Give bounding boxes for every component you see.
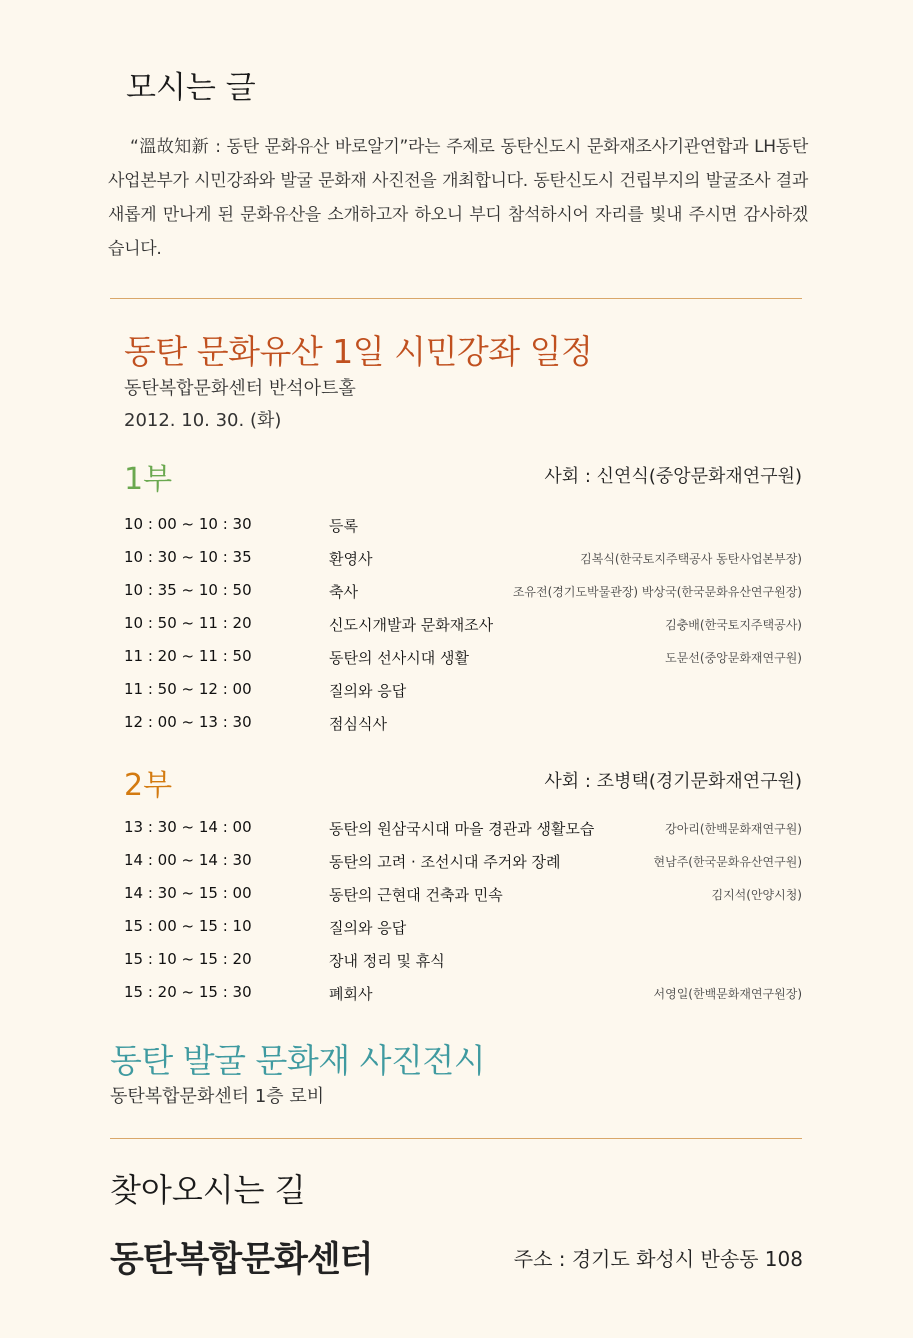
time-slot: 12 : 00 ~ 13 : 30 [124,713,252,731]
time-slot: 14 : 30 ~ 15 : 00 [124,884,252,902]
schedule-row [124,647,802,680]
part1-host: 사회 : 신연식(중앙문화재연구원) [544,466,802,487]
time-slot: 11 : 20 ~ 11 : 50 [124,647,252,665]
speaker-name: 현남주(한국문화유산연구원) [653,855,802,869]
schedule-row [124,884,802,917]
program-name: 동탄의 고려 · 조선시대 주거와 장례 [329,853,561,871]
program-name: 질의와 응답 [329,682,407,700]
time-slot: 10 : 00 ~ 10 : 30 [124,515,252,533]
lecture-venue: 동탄복합문화센터 반석아트홀 [124,378,356,399]
directions-title: 찾아오시는 길 [110,1171,306,1209]
venue-address: 주소 : 경기도 화성시 반송동 108 [513,1247,803,1271]
schedule-row [124,983,802,1016]
exhibit-title: 동탄 발굴 문화재 사진전시 [110,1041,486,1080]
time-slot: 15 : 00 ~ 15 : 10 [124,917,252,935]
schedule-row [124,851,802,884]
schedule-row [124,713,802,746]
speaker-name: 도문선(중앙문화재연구원) [665,651,802,665]
schedule-row [124,515,802,548]
schedule-row [124,680,802,713]
program-name: 동탄의 근현대 건축과 민속 [329,886,503,904]
time-slot: 14 : 00 ~ 14 : 30 [124,851,252,869]
time-slot: 10 : 50 ~ 11 : 20 [124,614,252,632]
venue-name: 동탄복합문화센터 [110,1240,373,1280]
schedule-row [124,548,802,581]
time-slot: 10 : 35 ~ 10 : 50 [124,581,252,599]
schedule-row [124,581,802,614]
program-name: 장내 정리 및 휴식 [329,952,445,970]
speaker-name: 조유전(경기도박물관장) 박상국(한국문화유산연구원장) [512,585,802,599]
program-name: 폐회사 [329,985,373,1003]
time-slot: 11 : 50 ~ 12 : 00 [124,680,252,698]
time-slot: 10 : 30 ~ 10 : 35 [124,548,252,566]
lecture-title: 동탄 문화유산 1일 시민강좌 일정 [124,332,593,371]
schedule-row [124,917,802,950]
program-name: 축사 [329,583,358,601]
exhibit-venue: 동탄복합문화센터 1층 로비 [110,1086,325,1107]
lecture-date: 2012. 10. 30. (화) [124,410,282,431]
time-slot: 13 : 30 ~ 14 : 00 [124,818,252,836]
program-name: 동탄의 선사시대 생활 [329,649,469,667]
program-name: 동탄의 원삼국시대 마을 경관과 생활모습 [329,820,595,838]
program-name: 점심식사 [329,715,387,733]
schedule-row [124,614,802,647]
part2-title: 2부 [124,768,173,803]
program-name: 환영사 [329,550,373,568]
part1-title: 1부 [124,462,173,497]
program-name: 질의와 응답 [329,919,407,937]
time-slot: 15 : 10 ~ 15 : 20 [124,950,252,968]
speaker-name: 강아리(한백문화재연구원) [665,822,802,836]
divider [110,1138,802,1139]
time-slot: 15 : 20 ~ 15 : 30 [124,983,252,1001]
program-name: 등록 [329,517,358,535]
invite-title: 모시는 글 [126,70,256,106]
speaker-name: 김복식(한국토지주택공사 동탄사업본부장) [580,552,802,566]
invite-body: “溫故知新 : 동탄 문화유산 바로알기”라는 주제로 동탄신도시 문화재조사기관연합과 LH동탄사업본부가 시민강좌와 발굴 문화재 사진전을 개최합니다. 동탄신도시 건립부지의 발굴조사 결과 새롭게 만나게 된 문화유산을 소개하고자 하오니 부디 참석하시어 자리를 빛내 주시면 감사하겠습니다. [108,137,808,259]
speaker-name: 김충배(한국토지주택공사) [665,618,802,632]
speaker-name: 김지석(안양시청) [711,888,802,902]
divider [110,298,802,299]
program-name: 신도시개발과 문화재조사 [329,616,494,634]
speaker-name: 서영일(한백문화재연구원장) [653,987,802,1001]
schedule-row [124,950,802,983]
schedule-row [124,818,802,851]
part2-host: 사회 : 조병택(경기문화재연구원) [544,771,802,792]
